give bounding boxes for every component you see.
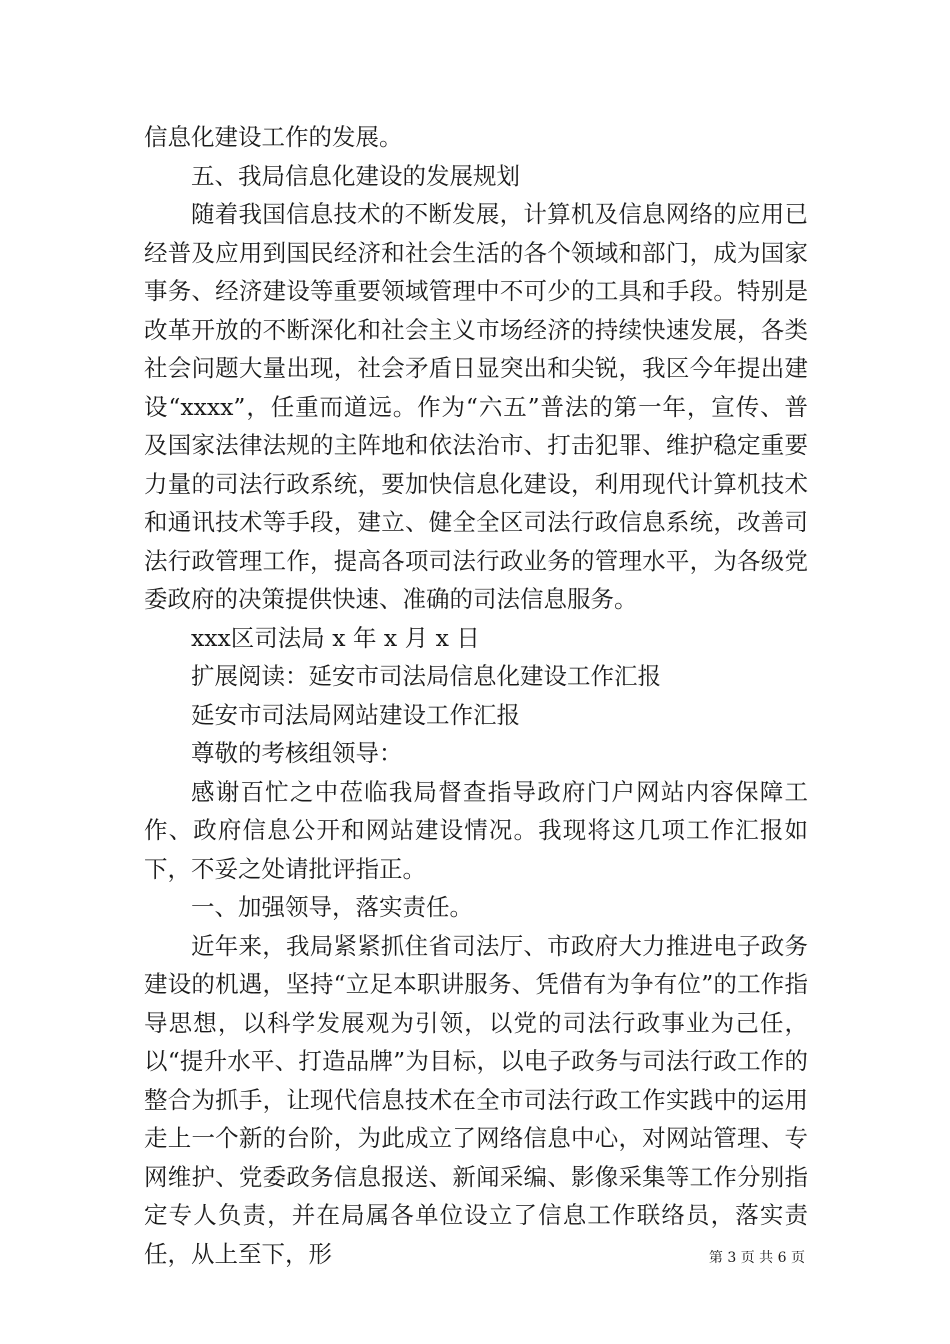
paragraph-thanks: 感谢百忙之中莅临我局督查指导政府门户网站内容保障工作、政府信息公开和网站建设情况。我现将这几项工作汇报如下，不妥之处请批评指正。: [144, 777, 808, 883]
section-heading-1: 一、加强领导，落实责任。: [191, 893, 473, 921]
signature-date-line: xxx区司法局 x 年 x 月 x 日: [191, 623, 480, 652]
paragraph-development-plan: 随着我国信息技术的不断发展，计算机及信息网络的应用已经普及应用到国民经济和社会生活的各个领域和部门，成为国家事务、经济建设等重要领域管理中不可少的工具和手段。特别是改革开放的不断深化和社会主义市场经济的持续快速发展，各类社会问题大量出现，社会矛盾日显突出和尖锐，我区今年提出建设“xxxx”，任重而道远。作为“六五”普法的第一年，宣传、普及国家法律法规的主阵地和依法治市、打击犯罪、维护稳定重要力量的司法行政系统，要加快信息化建设，利用现代计算机技术和通讯技术等手段，建立、健全全区司法行政信息系统，改善司法行政管理工作，提高各项司法行政业务的管理水平，为各级党委政府的决策提供快速、准确的司法信息服务。: [144, 200, 808, 613]
report-title: 延安市司法局网站建设工作汇报: [191, 700, 520, 729]
document-body: [144, 118, 808, 1273]
paragraph-recent-years: 近年来，我局紧紧抓住省司法厅、市政府大力推进电子政务建设的机遇，坚持“立足本职讲服务、凭借有为争有位”的工作指导思想，以科学发展观为引领，以党的司法行政事业为己任，以“提升水平、打造品牌”为目标，以电子政务与司法行政工作的整合为抓手，让现代信息技术在全市司法行政工作实践中的运用走上一个新的台阶，为此成立了网络信息中心，对网站管理、专网维护、党委政务信息报送、新闻采编、影像采集等工作分别指定专人负责，并在局属各单位设立了信息工作联络员，落实责任，从上至下，形: [144, 931, 808, 1268]
page-number-footer: 第 3 页 共 6 页: [708, 1250, 805, 1266]
salutation: 尊敬的考核组领导：: [191, 739, 403, 767]
section-heading-5: 五、我局信息化建设的发展规划: [191, 161, 520, 190]
extended-reading-line: 扩展阅读：延安市司法局信息化建设工作汇报: [191, 662, 661, 690]
paragraph-continuation: 信息化建设工作的发展。: [144, 123, 403, 151]
